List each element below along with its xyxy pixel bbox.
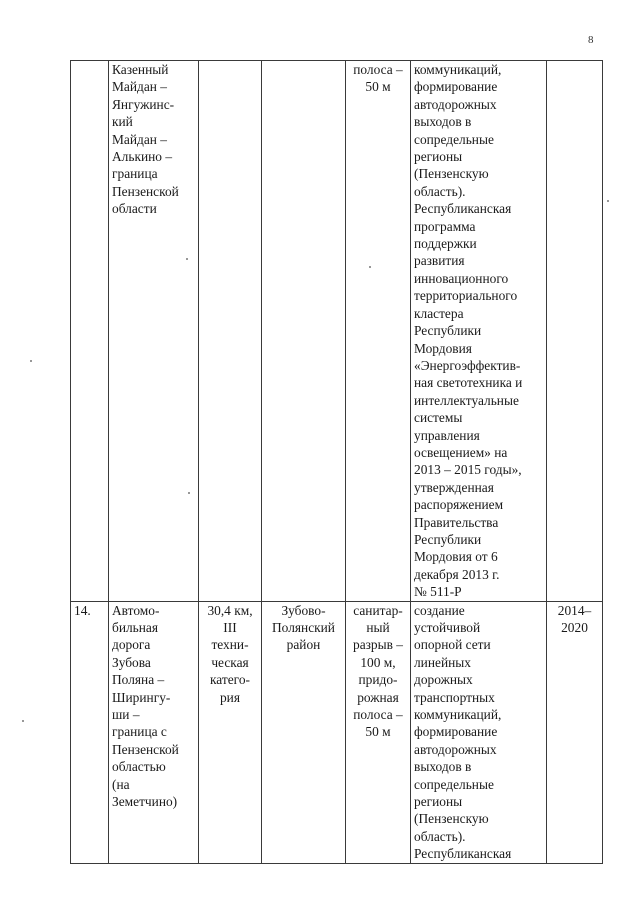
purpose-line: создание — [414, 602, 465, 618]
road-name-line: Земетчино) — [112, 794, 178, 810]
road-name-line: Автомо- — [112, 602, 160, 618]
road-length-line: 30,4 км, — [207, 602, 253, 618]
plan-table — [70, 60, 603, 864]
purpose-line: выходов в — [414, 114, 472, 130]
road-name-line: Алькино – — [112, 149, 173, 165]
purpose-line: Республики — [414, 531, 482, 547]
purpose-line: освещением» на — [414, 444, 508, 460]
table-row — [71, 61, 603, 602]
row-number-cell — [71, 61, 109, 602]
road-length-cell — [199, 601, 262, 863]
purpose-line: Республики — [414, 323, 482, 339]
protection-zone-line: 100 м, — [360, 654, 396, 670]
purpose-line: ная светотехника и — [414, 375, 523, 391]
purpose-line: область). — [414, 828, 466, 844]
district-line: район — [286, 637, 321, 653]
road-name-line: Зубова — [112, 654, 151, 670]
purpose-line: развития — [414, 253, 465, 269]
purpose-line: управления — [414, 427, 480, 443]
purpose-line: декабря 2013 г. — [414, 566, 500, 582]
purpose-line: формирование — [414, 724, 498, 740]
road-name-cell — [109, 601, 199, 863]
road-length-line: ческая — [211, 654, 249, 670]
road-name-line: Пензенской — [112, 183, 179, 199]
purpose-line: Мордовия от 6 — [414, 549, 498, 565]
road-name-line: Пензенской — [112, 741, 179, 757]
purpose-line: инновационного — [414, 270, 509, 286]
row-number-cell: 14. — [71, 601, 109, 863]
purpose-line: сопредельные — [414, 776, 494, 792]
protection-zone-line: разрыв – — [353, 637, 403, 653]
road-name-cell — [109, 61, 199, 602]
purpose-line: устойчивой — [414, 620, 481, 635]
purpose-line: распоряжением — [414, 497, 504, 513]
road-name-line: Майдан – — [112, 131, 167, 147]
district-cell — [262, 601, 346, 863]
purpose-line: опорной сети — [414, 637, 491, 653]
purpose-line: (Пензенскую — [414, 166, 489, 182]
purpose-line: интеллектуальные — [414, 392, 519, 408]
purpose-line: сопредельные — [414, 131, 494, 147]
period-cell — [547, 61, 603, 602]
road-name-line: граница — [112, 166, 158, 182]
road-name-line: областью — [112, 759, 166, 775]
scan-speck — [186, 258, 188, 260]
purpose-line: (Пензенскую — [414, 811, 489, 827]
road-length-line: рия — [219, 689, 241, 705]
purpose-line: область). — [414, 183, 466, 199]
road-name-line: Янгужинс- — [112, 96, 175, 112]
purpose-line: утвержденная — [414, 479, 494, 495]
protection-zone-line: придо- — [358, 672, 398, 688]
purpose-cell — [411, 601, 547, 863]
road-name-line: (на — [112, 776, 130, 792]
purpose-line: коммуникаций, — [414, 707, 502, 723]
road-length-cell — [199, 61, 262, 602]
purpose-line: Правительства — [414, 514, 499, 530]
road-name-line: кий — [112, 114, 133, 130]
scan-speck — [22, 720, 24, 722]
period-cell — [547, 601, 603, 863]
purpose-line: территориального — [414, 288, 518, 304]
road-name-line: Майдан – — [112, 79, 167, 95]
protection-zone-line: полоса – — [353, 707, 403, 723]
purpose-line: Республиканская — [414, 201, 512, 217]
road-name-line: области — [112, 201, 157, 217]
road-name-line: бильная — [112, 620, 159, 635]
scan-speck — [30, 360, 32, 362]
protection-zone-line: 50 м — [365, 79, 391, 95]
purpose-line: № 511-Р — [414, 584, 462, 600]
purpose-line: транспортных — [414, 689, 495, 705]
purpose-line: выходов в — [414, 759, 472, 775]
protection-zone-line: ный — [366, 620, 390, 635]
district-line: Полянский — [272, 620, 335, 635]
purpose-line: программа — [414, 218, 476, 234]
road-name-line: Поляна – — [112, 672, 165, 688]
protection-zone-line: 50 м — [365, 724, 391, 740]
protection-zone-line: санитар- — [353, 602, 403, 618]
purpose-line: коммуникаций, — [414, 62, 502, 77]
protection-zone-cell — [346, 61, 411, 602]
scan-speck — [607, 200, 609, 202]
purpose-line: регионы — [414, 149, 463, 165]
road-length-line: III — [223, 620, 237, 635]
purpose-line: Республиканская — [414, 846, 512, 862]
purpose-line: «Энергоэффектив- — [414, 357, 521, 373]
road-name-line: граница с — [112, 724, 167, 740]
purpose-line: регионы — [414, 794, 463, 810]
purpose-line: Мордовия — [414, 340, 472, 356]
scan-speck — [188, 492, 190, 494]
purpose-line: поддержки — [414, 236, 477, 252]
road-name-line: дорога — [112, 637, 151, 653]
purpose-line: автодорожных — [414, 741, 497, 757]
road-length-line: катего- — [209, 672, 250, 688]
road-name-line: ши – — [112, 707, 140, 723]
scan-speck — [369, 266, 371, 268]
protection-zone-line: полоса – — [353, 62, 403, 77]
period-line: 2020 — [561, 620, 588, 635]
period-line: 2014– — [557, 602, 592, 618]
road-length-line: техни- — [211, 637, 249, 653]
purpose-line: формирование — [414, 79, 498, 95]
district-cell — [262, 61, 346, 602]
protection-zone-line: рожная — [357, 689, 399, 705]
purpose-line: кластера — [414, 305, 464, 321]
purpose-line: дорожных — [414, 672, 473, 688]
purpose-line: линейных — [414, 654, 471, 670]
road-name-line: Ширингу- — [112, 689, 171, 705]
purpose-line: системы — [414, 410, 463, 426]
page-number: 8 — [588, 34, 594, 46]
table-row — [71, 601, 603, 863]
purpose-line: автодорожных — [414, 96, 497, 112]
road-name-line: Казенный — [112, 62, 169, 77]
protection-zone-cell — [346, 601, 411, 863]
district-line: Зубово- — [281, 602, 326, 618]
purpose-line: 2013 – 2015 годы», — [414, 462, 522, 478]
purpose-cell — [411, 61, 547, 602]
